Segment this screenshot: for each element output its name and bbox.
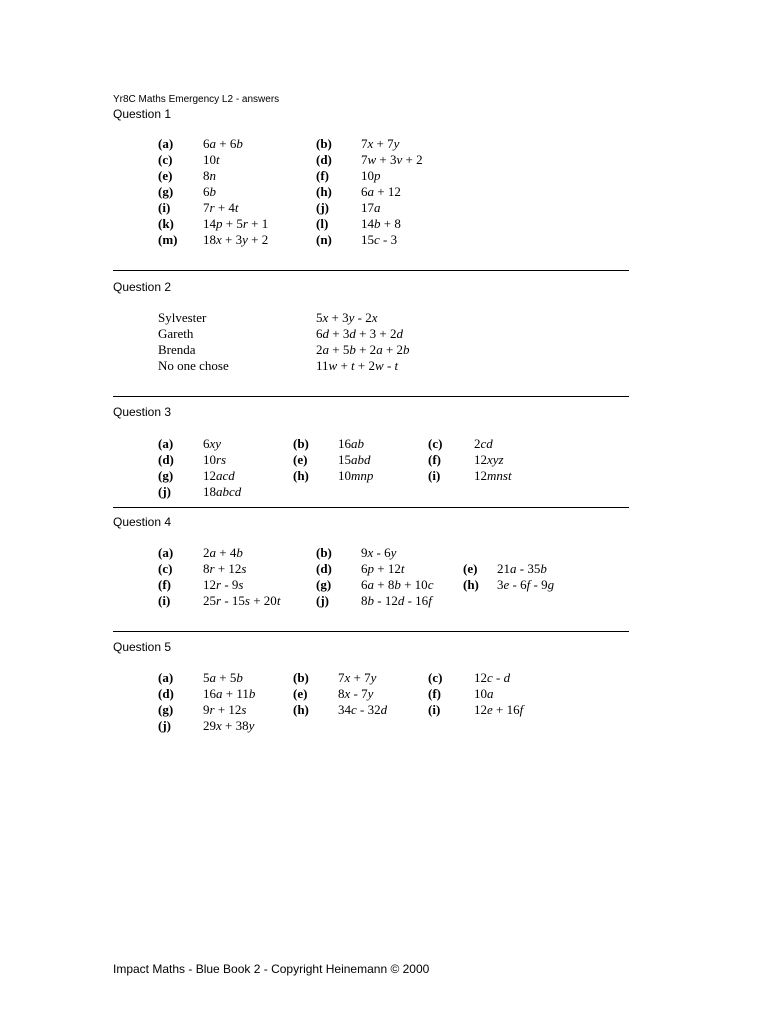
item-label: (i) — [428, 468, 441, 483]
item-answer: 7x + 7y — [361, 136, 400, 151]
item-answer: 6a + 8b + 10c — [361, 577, 434, 592]
student-expression: 11w + t + 2w - t — [316, 358, 399, 373]
item-label: (h) — [293, 468, 309, 483]
item-label: (c) — [428, 436, 443, 451]
item-answer: 10rs — [203, 452, 227, 467]
item-label: (c) — [158, 152, 173, 167]
item-label: (f) — [428, 686, 441, 701]
item-label: (d) — [316, 561, 332, 576]
item-label: (a) — [158, 436, 174, 451]
item-answer: 16a + 11b — [203, 686, 256, 701]
item-answer: 12mnst — [474, 468, 512, 483]
item-answer: 16ab — [338, 436, 364, 451]
item-answer: 14p + 5r + 1 — [203, 216, 269, 231]
item-answer: 34c - 32d — [338, 702, 388, 717]
student-name: No one chose — [158, 358, 229, 373]
student-name: Gareth — [158, 326, 194, 341]
item-label: (c) — [428, 670, 443, 685]
question-2-title: Question 2 — [113, 280, 172, 294]
item-answer: 10t — [203, 152, 220, 167]
question-3-title: Question 3 — [113, 405, 172, 419]
item-label: (g) — [316, 577, 332, 592]
question-4-title: Question 4 — [113, 515, 172, 529]
student-name: Brenda — [158, 342, 196, 357]
item-label: (h) — [293, 702, 309, 717]
item-answer: 21a - 35b — [497, 561, 547, 576]
item-label: (d) — [158, 452, 174, 467]
item-answer: 12acd — [203, 468, 235, 483]
divider — [113, 396, 629, 397]
item-answer: 9r + 12s — [203, 702, 247, 717]
item-label: (e) — [158, 168, 173, 183]
student-expression: 2a + 5b + 2a + 2b — [316, 342, 410, 357]
student-expression: 5x + 3y - 2x — [316, 310, 378, 325]
item-answer: 7w + 3v + 2 — [361, 152, 423, 167]
item-label: (b) — [293, 436, 309, 451]
student-expression: 6d + 3d + 3 + 2d — [316, 326, 404, 341]
item-answer: 17a — [361, 200, 381, 215]
item-answer: 29x + 38y — [203, 718, 255, 733]
item-answer: 12c - d — [474, 670, 511, 685]
item-answer: 6xy — [203, 436, 222, 451]
item-label: (a) — [158, 545, 174, 560]
item-label: (n) — [316, 232, 332, 247]
item-label: (e) — [293, 686, 308, 701]
item-label: (d) — [316, 152, 332, 167]
item-answer: 7r + 4t — [203, 200, 239, 215]
item-answer: 12xyz — [474, 452, 504, 467]
student-name: Sylvester — [158, 310, 207, 325]
divider — [113, 270, 629, 271]
item-label: (m) — [158, 232, 178, 247]
item-answer: 8x - 7y — [338, 686, 374, 701]
item-label: (b) — [316, 136, 332, 151]
item-label: (j) — [316, 200, 329, 215]
item-answer: 5a + 5b — [203, 670, 243, 685]
item-answer: 8n — [203, 168, 216, 183]
item-label: (g) — [158, 184, 174, 199]
item-label: (g) — [158, 468, 174, 483]
item-answer: 12e + 16f — [474, 702, 524, 717]
item-answer: 18abcd — [203, 484, 242, 499]
item-label: (g) — [158, 702, 174, 717]
item-label: (h) — [463, 577, 479, 592]
item-answer: 10p — [361, 168, 381, 183]
item-label: (a) — [158, 670, 174, 685]
item-answer: 6a + 6b — [203, 136, 243, 151]
item-answer: 8b - 12d - 16f — [361, 593, 432, 608]
item-label: (i) — [158, 593, 171, 608]
item-label: (j) — [158, 484, 171, 499]
item-label: (e) — [463, 561, 478, 576]
item-label: (c) — [158, 561, 173, 576]
item-answer: 9x - 6y — [361, 545, 397, 560]
item-label: (b) — [316, 545, 332, 560]
item-label: (e) — [293, 452, 308, 467]
item-label: (f) — [158, 577, 171, 592]
item-answer: 10mnp — [338, 468, 374, 483]
item-label: (h) — [316, 184, 332, 199]
item-label: (l) — [316, 216, 329, 231]
item-label: (a) — [158, 136, 174, 151]
item-answer: 15abd — [338, 452, 371, 467]
item-answer: 7x + 7y — [338, 670, 377, 685]
item-label: (i) — [428, 702, 441, 717]
item-answer: 10a — [474, 686, 494, 701]
item-label: (k) — [158, 216, 174, 231]
divider — [113, 507, 629, 508]
item-answer: 2a + 4b — [203, 545, 243, 560]
item-answer: 3e - 6f - 9g — [497, 577, 555, 592]
item-answer: 6p + 12t — [361, 561, 405, 576]
item-answer: 14b + 8 — [361, 216, 401, 231]
item-label: (d) — [158, 686, 174, 701]
footer-copyright: Impact Maths - Blue Book 2 - Copyright Heinemann © 2000 — [113, 962, 430, 976]
item-label: (j) — [316, 593, 329, 608]
item-answer: 15c - 3 — [361, 232, 398, 247]
item-answer: 8r + 12s — [203, 561, 247, 576]
item-label: (f) — [316, 168, 329, 183]
item-label: (j) — [158, 718, 171, 733]
item-label: (i) — [158, 200, 171, 215]
item-answer: 18x + 3y + 2 — [203, 232, 269, 247]
item-answer: 25r - 15s + 20t — [203, 593, 281, 608]
document-header: Yr8C Maths Emergency L2 - answers — [113, 94, 280, 105]
item-answer: 6b — [203, 184, 216, 199]
item-label: (f) — [428, 452, 441, 467]
item-label: (b) — [293, 670, 309, 685]
question-1-title: Question 1 — [113, 107, 172, 121]
divider — [113, 631, 629, 632]
question-5-title: Question 5 — [113, 640, 172, 654]
item-answer: 6a + 12 — [361, 184, 401, 199]
item-answer: 12r - 9s — [203, 577, 244, 592]
item-answer: 2cd — [474, 436, 493, 451]
